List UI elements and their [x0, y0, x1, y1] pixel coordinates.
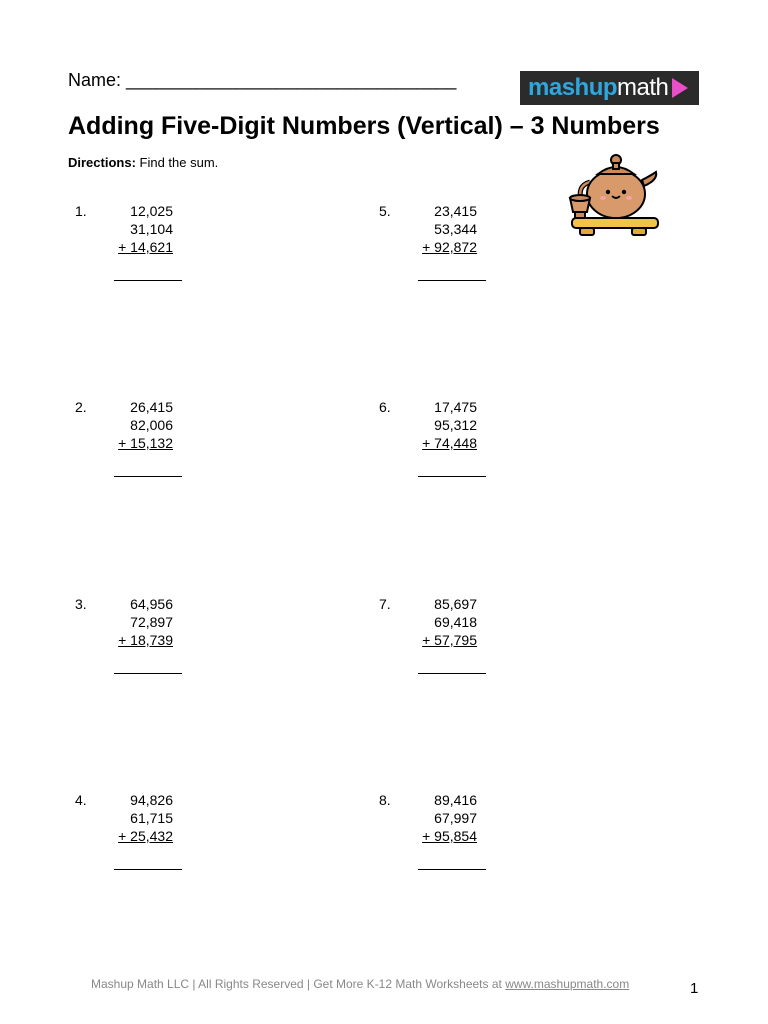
- directions: [68, 155, 218, 170]
- addend-2: 95,312: [434, 417, 477, 433]
- addend-3: + 15,132: [118, 435, 173, 451]
- answer-line[interactable]: [114, 280, 182, 281]
- answer-line[interactable]: [418, 280, 486, 281]
- problem-number: 2.: [75, 399, 87, 415]
- mashupmath-logo: [520, 71, 699, 105]
- footer-link[interactable]: www.mashupmath.com: [505, 977, 630, 991]
- addends: [411, 398, 477, 452]
- answer-line[interactable]: [418, 476, 486, 477]
- addend-1: 12,025: [130, 203, 173, 219]
- addends: [107, 791, 173, 845]
- answer-line[interactable]: [418, 673, 486, 674]
- addend-1: 17,475: [434, 399, 477, 415]
- directions-text: Find the sum.: [135, 155, 219, 170]
- addend-2: 31,104: [130, 221, 173, 237]
- problem-number: 1.: [75, 203, 87, 219]
- addends: [107, 202, 173, 256]
- answer-line[interactable]: [114, 869, 182, 870]
- addends: [411, 595, 477, 649]
- addend-3: + 14,621: [118, 239, 173, 255]
- problem-number: 3.: [75, 596, 87, 612]
- addend-2: 61,715: [130, 810, 173, 826]
- addend-1: 89,416: [434, 792, 477, 808]
- addend-1: 23,415: [434, 203, 477, 219]
- addend-3: + 95,854: [422, 828, 477, 844]
- problem-number: 6.: [379, 399, 391, 415]
- addend-1: 94,826: [130, 792, 173, 808]
- addend-1: 64,956: [130, 596, 173, 612]
- problem-number: 5.: [379, 203, 391, 219]
- addends: [107, 398, 173, 452]
- addends: [107, 595, 173, 649]
- footer: [91, 977, 629, 991]
- answer-line[interactable]: [114, 673, 182, 674]
- addend-3: + 57,795: [422, 632, 477, 648]
- addends: [411, 791, 477, 845]
- worksheet-title: Adding Five-Digit Numbers (Vertical) – 3 Numbers: [68, 112, 660, 140]
- answer-line[interactable]: [114, 476, 182, 477]
- addend-3: + 18,739: [118, 632, 173, 648]
- problem-number: 4.: [75, 792, 87, 808]
- answer-line[interactable]: [418, 869, 486, 870]
- logo-text-mashup: mashup: [528, 74, 618, 101]
- teapot-icon: [566, 146, 662, 238]
- addend-2: 67,997: [434, 810, 477, 826]
- addend-2: 69,418: [434, 614, 477, 630]
- addend-2: 53,344: [434, 221, 477, 237]
- problem-number: 7.: [379, 596, 391, 612]
- addends: [411, 202, 477, 256]
- addend-2: 72,897: [130, 614, 173, 630]
- footer-text: Mashup Math LLC | All Rights Reserved | Get More K-12 Math Worksheets at: [91, 977, 506, 991]
- play-triangle-icon: [672, 78, 688, 98]
- addend-1: 85,697: [434, 596, 477, 612]
- name-field-label: Name: _________________________________: [68, 70, 457, 90]
- directions-label: Directions:: [68, 155, 136, 170]
- addend-3: + 92,872: [422, 239, 477, 255]
- addend-1: 26,415: [130, 399, 173, 415]
- logo-text-math: math: [617, 74, 669, 101]
- addend-2: 82,006: [130, 417, 173, 433]
- problem-number: 8.: [379, 792, 391, 808]
- addend-3: + 25,432: [118, 828, 173, 844]
- addend-3: + 74,448: [422, 435, 477, 451]
- page-number: 1: [690, 980, 699, 997]
